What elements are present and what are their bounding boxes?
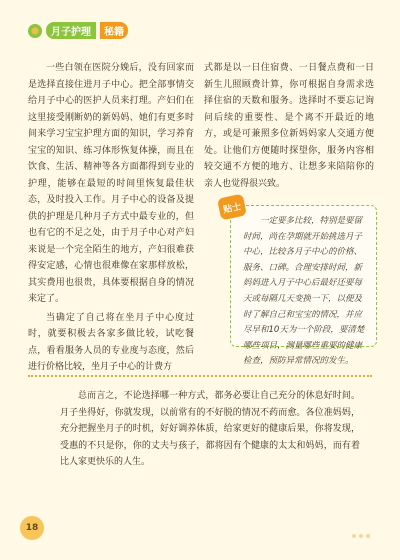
dot-decoration — [359, 534, 363, 538]
section-badge-main: 月子护理 — [46, 22, 96, 39]
page-number: 18 — [20, 516, 44, 540]
right-column — [204, 60, 374, 194]
right-paragraph: 式都是以一日住宿费、一日餐点费和一日新生儿照顾费计算，你可根据自身需求选择住宿的天数和服务。选择时不要忘记询问后续的重要性、是个离不开最近的地方，或是可兼照多位新妈妈家人交通方便处。让他们方便随时探望你，服务内容相较交通不方便的地方、让想多来陪陪你的亲人也觉得很兴致。 — [204, 63, 374, 189]
dot-decoration — [352, 534, 356, 538]
decorative-dots — [352, 534, 370, 538]
tip-badge: 贴士 — [217, 194, 247, 221]
dot-decoration — [366, 534, 370, 538]
summary-paragraph: 总而言之，不论选择哪一种方式，都务必要让自己充分的休息好时间。月子坐得好，你就发现，以前常有的不好脱的情况不药而愈。各位准妈妈，充分把握坐月子的时机，好好调养体质，给家更好的健康后果，你将发现，受惠的不只是你，你的丈夫与孩子，都将因有个健康的太太和妈妈，而有着比人家更快乐的人生。 — [60, 391, 360, 467]
left-paragraph-1: 一些白领在医院分娩后，没有回家而是选择直接住进月子中心。把全部事情交给月子中心的医护人员来打理。产妇们在这里接受刚断奶的新妈妈、她们有更多时间来学习宝宝护理方面的知识，学习养育宝宝的知识、练习体形恢复体操，而且在饮食、生活、精神等各方面都得到专业的护理，能够在最短的时间里恢复最佳状态，及时投入工作。月子中心的设备及提供的护理是几种月子方式中最专业的，但也有它的不足之处，由于月子中心对产妇来说是一个完全陌生的地方，产妇很难获得安定感，心情也很难像在家那样放松，其实费用也很贵，具体要根据自身的情况来定了。 — [28, 63, 194, 304]
flower-icon — [28, 24, 42, 38]
section-header — [28, 22, 128, 39]
dotted-divider — [28, 375, 372, 377]
section-badge-sub: 秘籍 — [100, 22, 128, 39]
tip-text: 一定要多比较，特别是要留时间，尚在孕期就开始挑选月子中心，比较各月子中心的价格、服务、口碑。合理安排时间，新妈妈进入月子中心后最好还要每天或每隔几天变换一下，以便及时了解自己和宝宝的情况，并应尽早和10天为一个阶段，要清楚哪些项目，测量哪些重要的健康检查，预防异常情况的发生。 — [243, 216, 365, 367]
tip-box — [222, 201, 377, 367]
left-column — [28, 60, 194, 378]
left-paragraph-2: 当确定了自己将在坐月子中心度过时，就要积极去各家多做比较，试吃餐点，看看服务人员的专业度与态度，然后进行价格比较，坐月子中心的计费方 — [28, 312, 194, 372]
